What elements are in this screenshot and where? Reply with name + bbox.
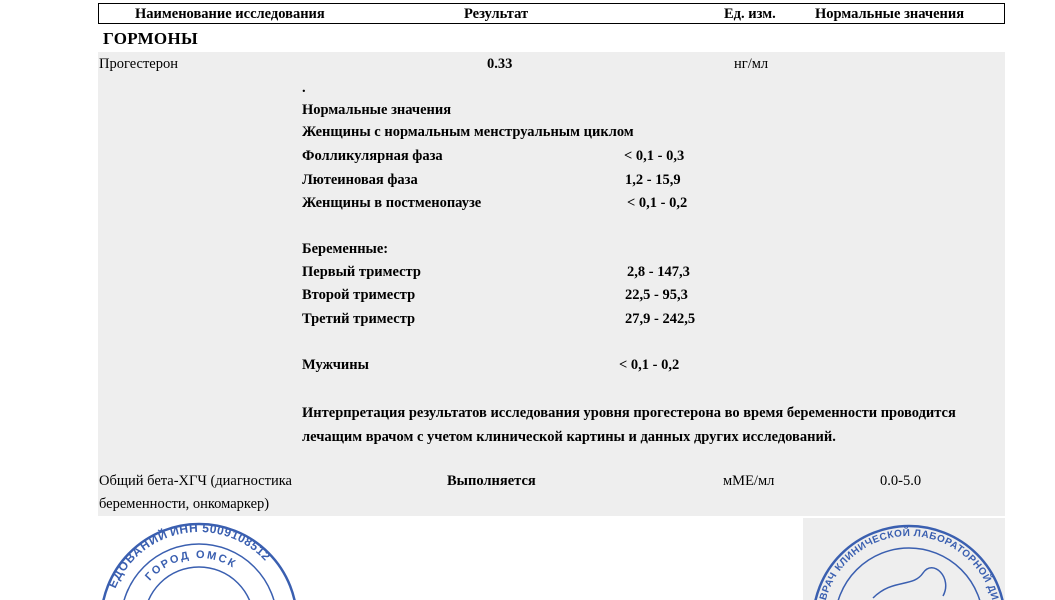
reference-value: < 0,1 - 0,3 [624, 148, 685, 164]
dot-mark: . [302, 80, 306, 96]
hcg-result: Выполняется [447, 473, 536, 489]
svg-text:ГОРОД ОМСК [143, 549, 239, 583]
progesterone-name: Прогестерон [99, 56, 178, 72]
pregnant-title: Беременные: [302, 241, 389, 257]
women-cycle-label: Женщины с нормальным менструальным циклом [302, 124, 634, 140]
laboratory-seal [803, 518, 1005, 600]
interpretation-note: Интерпретация результатов исследования уровня прогестерона во время беременности проводится лечащим врачом с учетом клинической картины и данных других исследований. [302, 405, 956, 445]
reference-label: Первый триместр [302, 264, 421, 280]
section-title: ГОРМОНЫ [103, 29, 198, 48]
reference-value: 2,8 - 147,3 [627, 264, 690, 280]
organization-seal [95, 522, 305, 600]
seal-text-inn: ИНН 5009108512 [168, 522, 274, 564]
hcg-unit: мМЕ/мл [723, 473, 775, 489]
men-value: < 0,1 - 0,2 [619, 357, 680, 373]
reference-label: Фолликулярная фаза [302, 148, 443, 164]
reference-label: Третий триместр [302, 311, 416, 327]
seal-text-side: ЕДОВАНИЙ [105, 526, 170, 591]
hcg-name-line2: беременности, онкомаркер) [99, 496, 270, 512]
reference-value: 27,9 - 242,5 [625, 311, 696, 327]
reference-label: Женщины в постменопаузе [302, 195, 482, 211]
reference-value: 1,2 - 15,9 [625, 172, 681, 188]
men-label: Мужчины [302, 357, 369, 373]
table-header [98, 3, 1005, 24]
seal-text-side: ВРАЧ [817, 570, 840, 600]
header-result: Результат [464, 6, 529, 22]
reference-label: Второй триместр [302, 287, 416, 303]
hcg-name-line1: Общий бета-ХГЧ (диагностика [99, 473, 292, 489]
header-unit: Ед. изм. [724, 6, 776, 22]
progesterone-result: 0.33 [487, 56, 513, 72]
seal-text-lab: КЛИНИЧЕСКОЙ ЛАБОРАТОРНОЙ ДИ [833, 527, 1001, 600]
seal-text-city: ГОРОД ОМСК [143, 548, 239, 584]
reference-value: < 0,1 - 0,2 [627, 195, 688, 211]
header-norm: Нормальные значения [815, 6, 965, 22]
header-name: Наименование исследования [135, 6, 325, 22]
svg-text:ЕДОВАНИЙ [105, 526, 170, 590]
hcg-norm: 0.0-5.0 [880, 473, 922, 489]
reference-title: Нормальные значения [302, 102, 452, 118]
progesterone-unit: нг/мл [734, 56, 769, 72]
reference-value: 22,5 - 95,3 [625, 287, 688, 303]
reference-label: Лютеиновая фаза [302, 172, 418, 188]
